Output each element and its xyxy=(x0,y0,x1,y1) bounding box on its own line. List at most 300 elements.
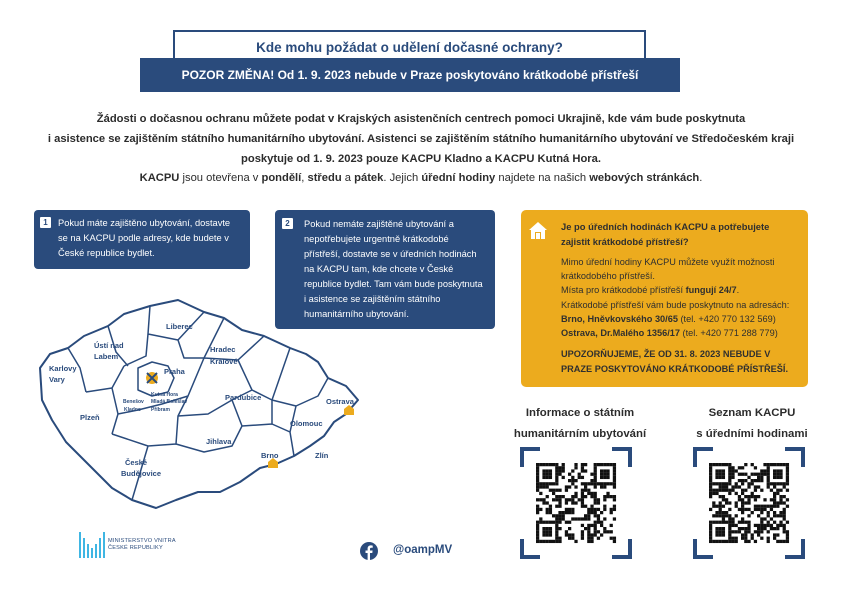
qr-module xyxy=(613,540,616,543)
qr-module xyxy=(741,498,744,501)
qr-module xyxy=(770,505,773,508)
qr-module xyxy=(738,466,741,469)
qr-module xyxy=(741,517,744,520)
qr-module xyxy=(786,540,789,543)
qr-module xyxy=(581,505,584,508)
qr-module xyxy=(773,463,776,466)
qr-module xyxy=(546,530,549,533)
qr-module xyxy=(770,517,773,520)
qr-module xyxy=(600,469,603,472)
qr-module xyxy=(597,482,600,485)
qr-module xyxy=(783,485,786,488)
qr-module xyxy=(562,466,565,469)
qr-module xyxy=(767,537,770,540)
qr-module xyxy=(757,485,760,488)
map-label-praha: Praha xyxy=(164,367,185,376)
qr-module xyxy=(539,498,542,501)
map-label-cb-1: České xyxy=(125,458,148,467)
qr-module xyxy=(741,479,744,482)
qr-module xyxy=(757,524,760,527)
qr-module xyxy=(728,501,731,504)
qr-module xyxy=(597,517,600,520)
qr-module xyxy=(722,473,725,476)
qr-module xyxy=(571,537,574,540)
qr-module xyxy=(587,511,590,514)
qr-module xyxy=(542,501,545,504)
qr-module xyxy=(709,469,712,472)
qr-module xyxy=(744,530,747,533)
qr-module xyxy=(587,517,590,520)
qr-module xyxy=(603,473,606,476)
qr-module xyxy=(767,463,770,466)
qr-module xyxy=(722,482,725,485)
qr-module xyxy=(546,476,549,479)
qr-module xyxy=(773,533,776,536)
qr-module xyxy=(610,495,613,498)
qr-module xyxy=(536,469,539,472)
qr-module xyxy=(568,527,571,530)
qr-module xyxy=(581,466,584,469)
qr-module xyxy=(741,501,744,504)
qr-module xyxy=(594,482,597,485)
qr-module xyxy=(590,505,593,508)
qr-module xyxy=(542,533,545,536)
qr-module xyxy=(786,521,789,524)
qr-module xyxy=(719,469,722,472)
qr-module xyxy=(728,479,731,482)
qr-module xyxy=(738,485,741,488)
qr-module xyxy=(719,527,722,530)
ministry-name xyxy=(108,538,176,552)
qr-module xyxy=(735,501,738,504)
map-label-karlovy-2: Vary xyxy=(49,375,65,384)
qr-module xyxy=(754,505,757,508)
map-label-hradec-1: Hradec xyxy=(210,345,236,354)
qr-module xyxy=(728,508,731,511)
qr-module xyxy=(712,489,715,492)
shelter-line-3 xyxy=(561,283,796,297)
hours-t4: . Jejich xyxy=(383,172,422,184)
qr-module xyxy=(728,533,731,536)
qr-module xyxy=(613,505,616,508)
qr-module xyxy=(542,485,545,488)
qr-module xyxy=(776,489,779,492)
qr-module xyxy=(773,521,776,524)
qr-module xyxy=(786,479,789,482)
qr-module xyxy=(783,530,786,533)
qr-module xyxy=(552,492,555,495)
qr-module xyxy=(712,505,715,508)
shelter-line-3c: . xyxy=(736,285,740,296)
qr-module xyxy=(603,505,606,508)
qr-module xyxy=(587,489,590,492)
qr-module xyxy=(574,463,577,466)
qr-module xyxy=(555,476,558,479)
qr-module xyxy=(555,537,558,540)
map-label-benesov: Benešov xyxy=(123,399,144,405)
qr-module xyxy=(722,530,725,533)
change-banner: POZOR ZMĚNA! Od 1. 9. 2023 nebude v Praze poskytováno krátkodobé přístřeší xyxy=(140,58,680,92)
qr-module xyxy=(741,537,744,540)
qr-module xyxy=(594,495,597,498)
qr-module xyxy=(597,463,600,466)
qr-module xyxy=(581,498,584,501)
qr-module xyxy=(603,498,606,501)
qr-module xyxy=(741,466,744,469)
shelter-line-1: Mimo úřední hodiny KACPU můžete využít možnosti xyxy=(561,257,775,267)
map-label-olomouc: Olomouc xyxy=(290,419,323,428)
qr-module xyxy=(549,463,552,466)
qr-module xyxy=(722,463,725,466)
qr-module xyxy=(763,463,766,466)
qr-module xyxy=(568,479,571,482)
qr-module xyxy=(770,463,773,466)
qr-module xyxy=(555,466,558,469)
qr-module xyxy=(571,501,574,504)
qr-module xyxy=(763,505,766,508)
qr-module xyxy=(587,492,590,495)
qr-module xyxy=(786,469,789,472)
qr-module xyxy=(600,482,603,485)
qr-module xyxy=(763,498,766,501)
qr-module xyxy=(722,489,725,492)
qr-module xyxy=(735,540,738,543)
qr-module xyxy=(594,514,597,517)
qr-module xyxy=(571,476,574,479)
qr-module xyxy=(558,501,561,504)
qr-module xyxy=(747,530,750,533)
qr-module xyxy=(603,495,606,498)
qr-module xyxy=(731,537,734,540)
shelter-house-icon xyxy=(527,219,549,241)
qr-module xyxy=(779,540,782,543)
qr-module xyxy=(751,511,754,514)
qr-module xyxy=(549,473,552,476)
qr-module xyxy=(715,482,718,485)
qr-module xyxy=(735,514,738,517)
qr-module xyxy=(760,479,763,482)
qr-module xyxy=(783,508,786,511)
qr-module xyxy=(719,505,722,508)
qr-module xyxy=(555,524,558,527)
qr-module xyxy=(571,533,574,536)
qr-module xyxy=(709,524,712,527)
qr-module xyxy=(574,466,577,469)
qr-module xyxy=(741,511,744,514)
qr-module xyxy=(536,521,539,524)
qr-module xyxy=(757,479,760,482)
qr-module xyxy=(539,521,542,524)
qr-module xyxy=(709,473,712,476)
qr-module xyxy=(735,485,738,488)
qr-module xyxy=(776,492,779,495)
qr-module xyxy=(584,517,587,520)
qr-module xyxy=(571,517,574,520)
address-ostrava-name: Ostrava, Dr.Malého 1356/17 xyxy=(561,328,680,339)
map-label-pribram: Příbram xyxy=(151,407,170,413)
intro-text xyxy=(40,109,802,169)
region-borders xyxy=(68,306,328,500)
qr-module xyxy=(603,476,606,479)
qr-module xyxy=(539,540,542,543)
qr-module xyxy=(594,498,597,501)
map-label-mlada-boleslav: Mladá Boleslav xyxy=(151,399,188,405)
qr-module xyxy=(725,540,728,543)
qr-module xyxy=(549,511,552,514)
qr-module xyxy=(770,498,773,501)
qr-module xyxy=(757,505,760,508)
qr-module xyxy=(719,530,722,533)
qr-module xyxy=(587,530,590,533)
qr-module xyxy=(747,514,750,517)
shelter-line-4: Krátkodobé přístřeší vám bude poskytnuto na adresách: xyxy=(561,299,790,310)
qr-module xyxy=(606,530,609,533)
qr-module xyxy=(571,495,574,498)
qr-label-housing-1: Informace o státním xyxy=(525,407,635,419)
qr-module xyxy=(786,482,789,485)
shelter-line-3a: Místa pro krátkodobé přístřeší xyxy=(561,285,686,296)
qr-module xyxy=(773,482,776,485)
qr-module xyxy=(542,530,545,533)
qr-module xyxy=(715,514,718,517)
qr-module xyxy=(757,527,760,530)
qr-module xyxy=(719,521,722,524)
qr-module xyxy=(568,508,571,511)
shelter-warning: UPOZORŇUJEME, ŽE OD 31. 8. 2023 NEBUDE V PRAZE POSKYTOVÁNO KRÁTKODOBÉ PŘÍSTŘEŠÍ. xyxy=(561,349,788,374)
qr-module xyxy=(600,473,603,476)
qr-module xyxy=(613,463,616,466)
qr-module xyxy=(760,511,763,514)
qr-module xyxy=(552,514,555,517)
qr-module xyxy=(546,473,549,476)
qr-module xyxy=(565,530,568,533)
qr-module xyxy=(536,498,539,501)
qr-module xyxy=(712,501,715,504)
qr-module xyxy=(610,530,613,533)
intro-line-3: poskytuje od 1. 9. 2023 pouze KACPU Kladno a KACPU Kutná Hora. xyxy=(241,153,601,165)
qr-module xyxy=(571,479,574,482)
qr-module xyxy=(558,511,561,514)
qr-module xyxy=(747,501,750,504)
qr-module xyxy=(722,517,725,520)
qr-module xyxy=(722,540,725,543)
qr-module xyxy=(590,508,593,511)
qr-module xyxy=(594,527,597,530)
qr-module xyxy=(709,492,712,495)
hours-t6: . xyxy=(699,172,703,184)
qr-module xyxy=(719,476,722,479)
qr-module xyxy=(536,476,539,479)
qr-module xyxy=(613,517,616,520)
qr-module xyxy=(536,533,539,536)
qr-module xyxy=(722,485,725,488)
qr-module xyxy=(590,511,593,514)
qr-module xyxy=(767,485,770,488)
map-label-kutna-hora: Kutná Hora xyxy=(151,392,178,398)
qr-module xyxy=(613,473,616,476)
qr-module xyxy=(584,469,587,472)
qr-module xyxy=(783,511,786,514)
qr-module xyxy=(722,511,725,514)
qr-module xyxy=(613,469,616,472)
qr-module xyxy=(725,485,728,488)
qr-module xyxy=(536,482,539,485)
qr-module xyxy=(536,473,539,476)
qr-code-housing[interactable] xyxy=(520,447,632,559)
qr-module xyxy=(536,463,539,466)
qr-module xyxy=(610,537,613,540)
facebook-handle[interactable]: @oampMV xyxy=(393,544,453,556)
qr-module xyxy=(754,489,757,492)
qr-module xyxy=(751,495,754,498)
qr-module xyxy=(751,533,754,536)
qr-module xyxy=(562,517,565,520)
qr-module xyxy=(779,463,782,466)
qr-module xyxy=(731,476,734,479)
qr-module xyxy=(606,482,609,485)
qr-module xyxy=(760,537,763,540)
shelter-address-ostrava xyxy=(561,326,796,340)
qr-module xyxy=(728,517,731,520)
qr-module xyxy=(754,485,757,488)
qr-module xyxy=(744,521,747,524)
qr-module xyxy=(613,498,616,501)
qr-module xyxy=(590,482,593,485)
qr-module xyxy=(597,498,600,501)
qr-module xyxy=(712,540,715,543)
qr-module xyxy=(568,511,571,514)
qr-module xyxy=(757,530,760,533)
qr-module xyxy=(715,473,718,476)
qr-module xyxy=(562,469,565,472)
qr-module xyxy=(735,482,738,485)
qr-module xyxy=(760,524,763,527)
qr-module xyxy=(757,514,760,517)
qr-module xyxy=(600,524,603,527)
qr-module xyxy=(760,517,763,520)
address-ostrava-phone: (tel. +420 771 288 779) xyxy=(680,328,778,339)
qr-module xyxy=(539,517,542,520)
qr-module xyxy=(549,530,552,533)
qr-module xyxy=(558,540,561,543)
qr-module xyxy=(555,479,558,482)
qr-module xyxy=(536,524,539,527)
qr-module xyxy=(757,495,760,498)
czech-map xyxy=(28,296,363,514)
qr-module xyxy=(786,489,789,492)
qr-module xyxy=(747,495,750,498)
qr-module xyxy=(597,521,600,524)
qr-module xyxy=(725,498,728,501)
qr-module xyxy=(555,527,558,530)
qr-module xyxy=(578,476,581,479)
qr-module xyxy=(568,473,571,476)
qr-module xyxy=(546,485,549,488)
qr-module xyxy=(722,521,725,524)
qr-module xyxy=(712,514,715,517)
qr-module xyxy=(600,485,603,488)
qr-module xyxy=(709,508,712,511)
qr-module xyxy=(741,505,744,508)
qr-module xyxy=(536,527,539,530)
qr-module xyxy=(767,505,770,508)
country-outline xyxy=(40,300,358,508)
qr-module xyxy=(587,527,590,530)
qr-module xyxy=(603,527,606,530)
qr-module xyxy=(709,530,712,533)
qr-module xyxy=(552,540,555,543)
hours-wednesday: středu xyxy=(307,172,342,184)
qr-module xyxy=(779,521,782,524)
website-link[interactable]: webových stránkách xyxy=(589,172,700,184)
qr-module xyxy=(786,505,789,508)
qr-module xyxy=(709,479,712,482)
qr-module xyxy=(744,495,747,498)
qr-module xyxy=(606,495,609,498)
qr-module xyxy=(606,476,609,479)
qr-module xyxy=(767,466,770,469)
qr-module xyxy=(536,505,539,508)
qr-module xyxy=(751,473,754,476)
qr-label-kacpu-1: Seznam KACPU xyxy=(708,407,796,419)
qr-code-kacpu[interactable] xyxy=(693,447,805,559)
qr-module xyxy=(779,498,782,501)
qr-module xyxy=(581,492,584,495)
qr-module xyxy=(584,489,587,492)
qr-module xyxy=(558,495,561,498)
qr-module xyxy=(786,530,789,533)
qr-module xyxy=(594,521,597,524)
qr-module xyxy=(741,508,744,511)
qr-module xyxy=(606,463,609,466)
facebook-icon[interactable] xyxy=(360,542,378,560)
qr-module xyxy=(757,473,760,476)
qr-module xyxy=(773,514,776,517)
qr-module xyxy=(613,508,616,511)
qr-module xyxy=(725,514,728,517)
qr-module xyxy=(751,482,754,485)
qr-module xyxy=(571,498,574,501)
qr-module xyxy=(725,521,728,524)
qr-module xyxy=(715,469,718,472)
qr-module xyxy=(779,476,782,479)
qr-module xyxy=(584,495,587,498)
qr-module xyxy=(719,495,722,498)
qr-module xyxy=(767,476,770,479)
card-number: 1 xyxy=(40,217,51,228)
map-label-hradec-2: Králové xyxy=(210,357,238,366)
qr-module xyxy=(613,479,616,482)
qr-module xyxy=(709,495,712,498)
qr-module xyxy=(546,501,549,504)
qr-module xyxy=(546,521,549,524)
qr-module xyxy=(738,527,741,530)
qr-module xyxy=(735,505,738,508)
qr-module xyxy=(542,482,545,485)
qr-module xyxy=(565,501,568,504)
hours-t2: , xyxy=(301,172,308,184)
qr-module xyxy=(715,533,718,536)
qr-module xyxy=(542,521,545,524)
qr-module xyxy=(546,482,549,485)
qr-module xyxy=(779,514,782,517)
qr-module xyxy=(555,495,558,498)
qr-module xyxy=(587,537,590,540)
qr-module xyxy=(562,476,565,479)
qr-module xyxy=(722,476,725,479)
qr-module xyxy=(728,473,731,476)
qr-module xyxy=(731,517,734,520)
